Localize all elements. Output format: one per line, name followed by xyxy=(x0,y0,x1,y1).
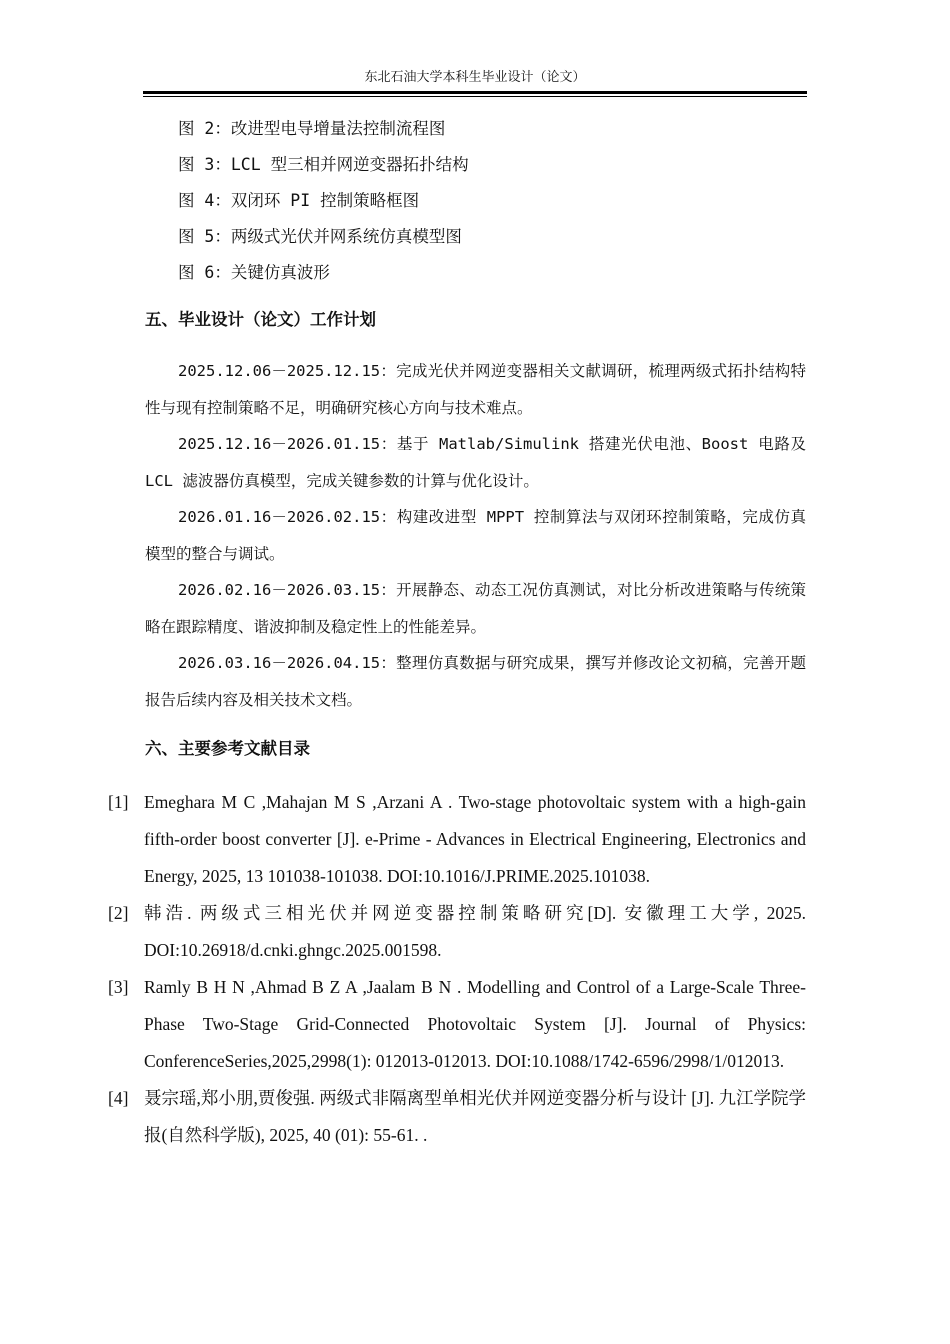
reference-number: [3] xyxy=(108,977,129,997)
figure-list xyxy=(178,114,469,294)
reference-item xyxy=(108,784,806,895)
figure-item: 图 5：两级式光伏并网系统仿真模型图 xyxy=(178,227,462,246)
plan-paragraph: 2025.12.16－2026.01.15：基于 Matlab/Simulink 搭建光伏电池、Boost 电路及 LCL 滤波器仿真模型，完成关键参数的计算与优化设计。 xyxy=(145,435,806,490)
reference-list xyxy=(108,784,806,1154)
header-rule-thick xyxy=(143,91,807,94)
reference-item xyxy=(108,969,806,1080)
reference-number: [4] xyxy=(108,1088,129,1108)
reference-text: 聂宗瑶,郑小朋,贾俊强. 两级式非隔离型单相光伏并网逆变器分析与设计 [J]. 九江学院学报(自然科学版), 2025, 40 (01): 55-61. . xyxy=(144,1088,806,1145)
plan-paragraph: 2026.01.16－2026.02.15：构建改进型 MPPT 控制算法与双闭环控制策略，完成仿真模型的整合与调试。 xyxy=(145,508,806,563)
section-title-references: 六、主要参考文献目录 xyxy=(145,739,310,758)
reference-number: [1] xyxy=(108,792,129,812)
figure-item: 图 3：LCL 型三相并网逆变器拓扑结构 xyxy=(178,155,469,174)
plan-paragraph: 2025.12.06－2025.12.15：完成光伏并网逆变器相关文献调研，梳理两级式拓扑结构特性与现有控制策略不足，明确研究核心方向与技术难点。 xyxy=(145,362,806,417)
reference-text: Emeghara M C ,Mahajan M S ,Arzani A . Two-stage photovoltaic system with a high-gain fifth-order boost converter [J]. e-Prime - Advances in Electrical Engineering, Electronics and Energy, 2025, 13 101038-101038. DOI:10.1016/J.PRIME.2025.101038. xyxy=(144,792,806,886)
figure-item: 图 4：双闭环 PI 控制策略框图 xyxy=(178,191,420,210)
header-rule-thin xyxy=(143,96,807,97)
reference-text: Ramly B H N ,Ahmad B Z A ,Jaalam B N . Modelling and Control of a Large-Scale Three-Phase Two-Stage Grid-Connected Photovoltaic System [J]. Journal of Physics: ConferenceSeries,2025,2998(1): 012013-012013. DOI:10.1088/1742-6596/2998/1/012013. xyxy=(144,977,806,1071)
section-title-work-plan: 五、毕业设计（论文）工作计划 xyxy=(145,310,376,329)
figure-item: 图 2：改进型电导增量法控制流程图 xyxy=(178,119,446,138)
work-plan xyxy=(145,353,806,718)
page-header: 东北石油大学本科生毕业设计（论文） xyxy=(364,70,586,85)
reference-item xyxy=(108,1080,806,1154)
plan-paragraph: 2026.02.16－2026.03.15：开展静态、动态工况仿真测试，对比分析改进策略与传统策略在跟踪精度、谐波抑制及稳定性上的性能差异。 xyxy=(145,581,806,636)
reference-item xyxy=(108,895,806,969)
reference-text: 韩浩. 两级式三相光伏并网逆变器控制策略研究[D]. 安徽理工大学, 2025. DOI:10.26918/d.cnki.ghngc.2025.001598. xyxy=(144,903,806,960)
figure-item: 图 6：关键仿真波形 xyxy=(178,263,330,282)
plan-paragraph: 2026.03.16－2026.04.15：整理仿真数据与研究成果，撰写并修改论文初稿，完善开题报告后续内容及相关技术文档。 xyxy=(145,654,806,709)
reference-number: [2] xyxy=(108,903,129,923)
